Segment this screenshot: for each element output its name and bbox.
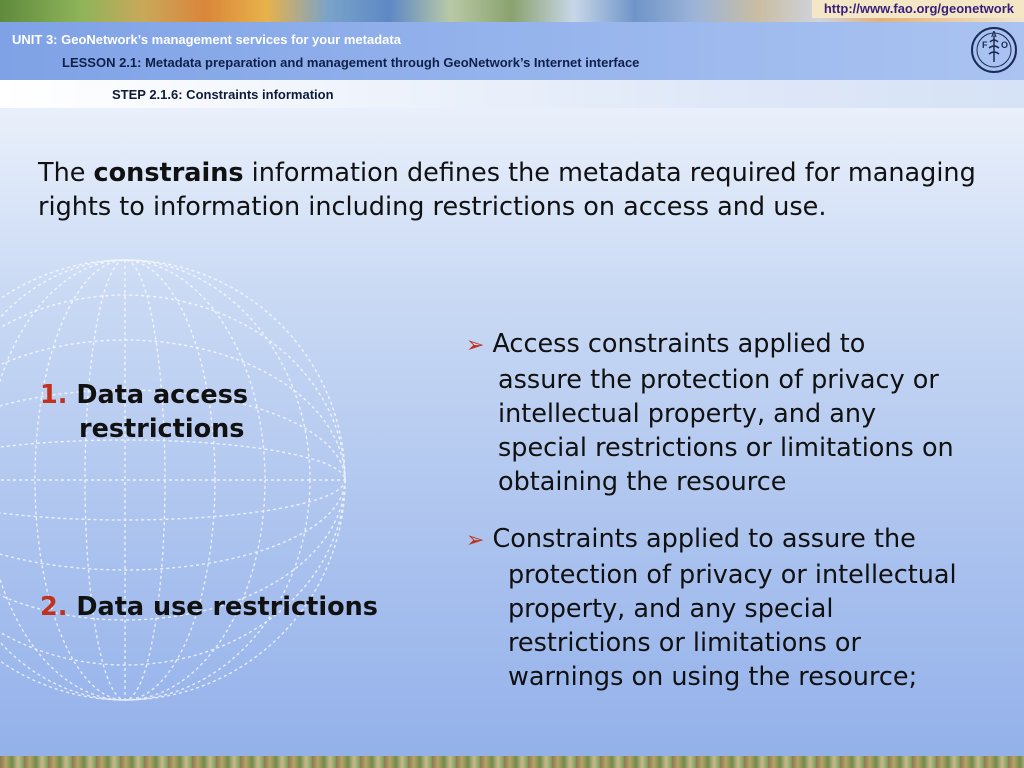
bullet-access-constraints: [466, 327, 1016, 499]
item-number: 2.: [40, 592, 68, 622]
list-item-data-use: [40, 590, 440, 624]
bullet-line: assure the protection of privacy or: [498, 365, 939, 395]
item-label-line1: Data use restrictions: [76, 592, 378, 622]
bullet-line: obtaining the resource: [498, 467, 787, 497]
bullet-line: warnings on using the resource;: [508, 662, 918, 692]
arrow-bullet-icon: ➢: [466, 528, 485, 553]
item-label-line2: restrictions: [79, 414, 245, 444]
decorative-bottom-strip: [0, 756, 1024, 768]
item-number: 1.: [40, 380, 68, 410]
svg-text:F: F: [982, 40, 988, 50]
fao-logo-icon: [970, 26, 1018, 74]
intro-prefix: The: [38, 158, 86, 188]
item-label-line1: Data access: [76, 380, 249, 410]
intro-rest: information defines the metadata required for managing rights to information including restrictions on access and use.: [38, 158, 976, 222]
header-band: [0, 22, 1024, 80]
bullet-first-line: Constraints applied to assure the: [492, 524, 916, 554]
unit-title: UNIT 3: GeoNetwork’s management services for your metadata: [12, 32, 401, 47]
intro-keyword: constrains: [93, 158, 244, 188]
list-item-data-access: [40, 378, 340, 446]
svg-text:A: A: [991, 30, 997, 39]
intro-paragraph: [38, 156, 1013, 224]
bullet-line: property, and any special: [508, 594, 834, 624]
bullet-line: intellectual property, and any: [498, 399, 877, 429]
bullet-first-line: Access constraints applied to: [492, 329, 866, 359]
bullet-use-constraints: [466, 522, 1016, 694]
bullet-line: restrictions or limitations or: [508, 628, 861, 658]
svg-text:O: O: [1001, 40, 1009, 50]
website-url[interactable]: http://www.fao.org/geonetwork: [812, 0, 1024, 18]
bullet-line: protection of privacy or intellectual: [508, 560, 957, 590]
globe-background-icon: [0, 245, 360, 715]
step-title: STEP 2.1.6: Constraints information: [112, 87, 334, 102]
lesson-title: LESSON 2.1: Metadata preparation and management through GeoNetwork’s Internet interface: [62, 55, 640, 70]
arrow-bullet-icon: ➢: [466, 333, 485, 358]
bullet-line: special restrictions or limitations on: [498, 433, 954, 463]
